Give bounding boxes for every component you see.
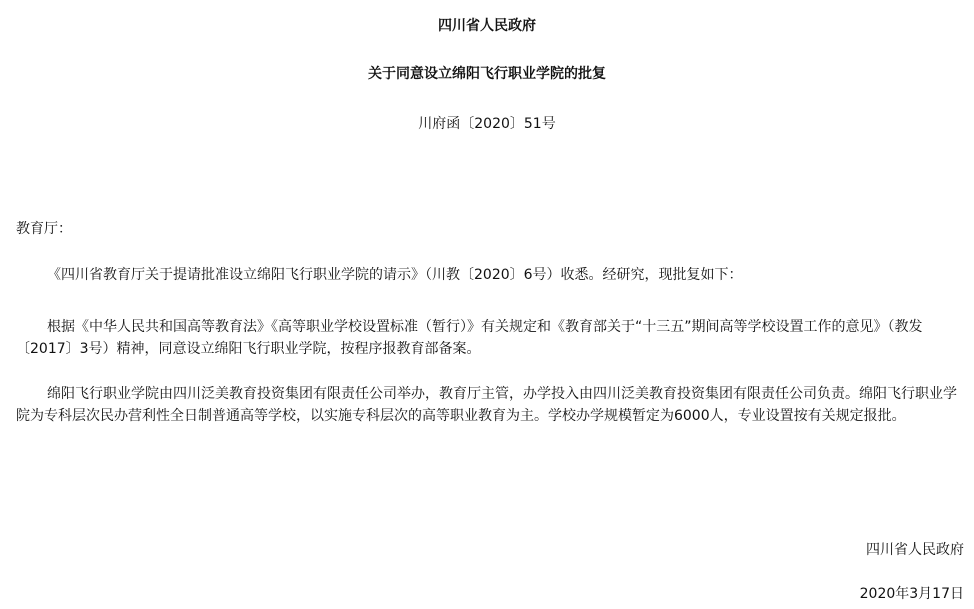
document-number: 川府函〔2020〕51号 (418, 116, 556, 132)
paragraph-2: 根据《中华人民共和国高等教育法》《高等职业学校设置标准（暂行）》有关规定和《教育部关于“十三五”期间高等学校设置工作的意见》（教发〔2017〕3号）精神，同意设立绵阳飞行职业学院，按程序报教育部备案。 (16, 319, 923, 357)
document-title: 关于同意设立绵阳飞行职业学院的批复 (368, 66, 606, 82)
issuer-heading: 四川省人民政府 (438, 18, 536, 34)
salutation: 教育厅： (16, 221, 72, 237)
signature: 四川省人民政府 (866, 542, 964, 558)
issue-date: 2020年3月17日 (859, 586, 964, 602)
paragraph-1: 《四川省教育厅关于提请批准设立绵阳飞行职业学院的请示》（川教〔2020〕6号）收悉。经研究，现批复如下： (47, 267, 743, 283)
paragraph-3: 绵阳飞行职业学院由四川泛美教育投资集团有限责任公司举办，教育厅主管，办学投入由四川泛美教育投资集团有限责任公司负责。绵阳飞行职业学院为专科层次民办营利性全日制普通高等学校，以实施专科层次的高等职业教育为主。学校办学规模暂定为6000人，专业设置按有关规定报批。 (16, 386, 957, 424)
